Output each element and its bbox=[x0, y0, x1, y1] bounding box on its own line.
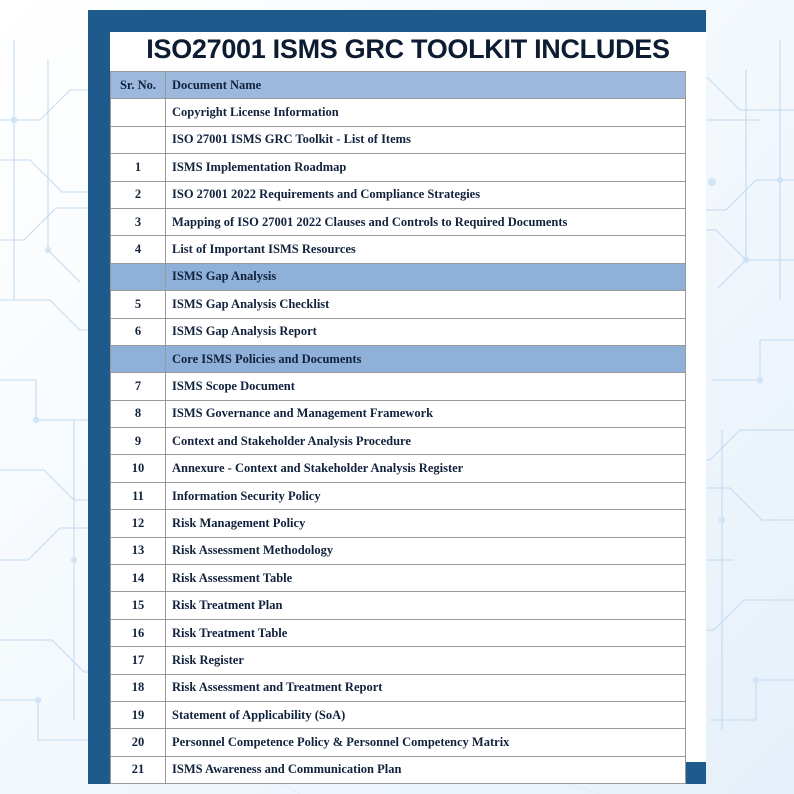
cell-document-name: Annexure - Context and Stakeholder Analysis Register bbox=[166, 455, 686, 482]
cell-document-name: ISO 27001 2022 Requirements and Compliance Strategies bbox=[166, 181, 686, 208]
cell-sr-no: 10 bbox=[111, 455, 166, 482]
table-row bbox=[111, 619, 686, 646]
table-row bbox=[111, 455, 686, 482]
table-row bbox=[111, 537, 686, 564]
cell-document-name: Personnel Competence Policy & Personnel Competency Matrix bbox=[166, 729, 686, 756]
cell-sr-no: 9 bbox=[111, 428, 166, 455]
table-row bbox=[111, 373, 686, 400]
cell-document-name: ISMS Implementation Roadmap bbox=[166, 154, 686, 181]
cell-document-name: Core ISMS Policies and Documents bbox=[166, 345, 686, 372]
cell-sr-no bbox=[111, 99, 166, 126]
cell-document-name: ISO 27001 ISMS GRC Toolkit - List of Items bbox=[166, 126, 686, 153]
cell-document-name: Risk Assessment Methodology bbox=[166, 537, 686, 564]
cell-document-name: Risk Register bbox=[166, 647, 686, 674]
cell-document-name: List of Important ISMS Resources bbox=[166, 236, 686, 263]
table-row bbox=[111, 126, 686, 153]
table-row bbox=[111, 729, 686, 756]
table-row bbox=[111, 756, 686, 783]
table-row bbox=[111, 565, 686, 592]
cell-sr-no bbox=[111, 345, 166, 372]
table-row bbox=[111, 647, 686, 674]
cell-sr-no: 19 bbox=[111, 701, 166, 728]
cell-document-name: ISMS Governance and Management Framework bbox=[166, 400, 686, 427]
cell-document-name: Copyright License Information bbox=[166, 99, 686, 126]
cell-sr-no: 7 bbox=[111, 373, 166, 400]
cell-document-name: Context and Stakeholder Analysis Procedure bbox=[166, 428, 686, 455]
cell-document-name: ISMS Awareness and Communication Plan bbox=[166, 756, 686, 783]
cell-sr-no: 13 bbox=[111, 537, 166, 564]
table-row bbox=[111, 291, 686, 318]
cell-document-name: ISMS Gap Analysis bbox=[166, 263, 686, 290]
cell-sr-no: 21 bbox=[111, 756, 166, 783]
table-row bbox=[111, 154, 686, 181]
table-row bbox=[111, 428, 686, 455]
table-header-row bbox=[111, 72, 686, 99]
cell-document-name: Statement of Applicability (SoA) bbox=[166, 701, 686, 728]
cell-document-name: Risk Treatment Table bbox=[166, 619, 686, 646]
cell-document-name: Information Security Policy bbox=[166, 482, 686, 509]
cell-sr-no: 14 bbox=[111, 565, 166, 592]
cell-document-name: Risk Assessment Table bbox=[166, 565, 686, 592]
table-row bbox=[111, 482, 686, 509]
table-row bbox=[111, 318, 686, 345]
table-row bbox=[111, 510, 686, 537]
cell-document-name: Mapping of ISO 27001 2022 Clauses and Controls to Required Documents bbox=[166, 208, 686, 235]
cell-sr-no: 4 bbox=[111, 236, 166, 263]
cell-sr-no: 11 bbox=[111, 482, 166, 509]
cell-document-name: ISMS Gap Analysis Checklist bbox=[166, 291, 686, 318]
table-row bbox=[111, 236, 686, 263]
table-section-row bbox=[111, 263, 686, 290]
column-header-sr-no: Sr. No. bbox=[111, 72, 166, 99]
cell-sr-no: 1 bbox=[111, 154, 166, 181]
document-list-table-wrapper bbox=[110, 71, 686, 784]
cell-sr-no: 2 bbox=[111, 181, 166, 208]
document-list-table bbox=[110, 71, 686, 784]
cell-sr-no: 18 bbox=[111, 674, 166, 701]
table-row bbox=[111, 181, 686, 208]
cell-document-name: ISMS Scope Document bbox=[166, 373, 686, 400]
page-title: ISO27001 ISMS GRC TOOLKIT INCLUDES bbox=[146, 34, 670, 64]
cell-sr-no bbox=[111, 126, 166, 153]
table-row bbox=[111, 674, 686, 701]
cell-document-name: ISMS Gap Analysis Report bbox=[166, 318, 686, 345]
left-accent-bar bbox=[88, 10, 110, 784]
table-row bbox=[111, 99, 686, 126]
cell-document-name: Risk Treatment Plan bbox=[166, 592, 686, 619]
table-row bbox=[111, 592, 686, 619]
cell-document-name: Risk Assessment and Treatment Report bbox=[166, 674, 686, 701]
top-accent-bar bbox=[88, 10, 706, 32]
cell-sr-no: 12 bbox=[111, 510, 166, 537]
cell-sr-no: 15 bbox=[111, 592, 166, 619]
cell-sr-no bbox=[111, 263, 166, 290]
column-header-document-name: Document Name bbox=[166, 72, 686, 99]
cell-sr-no: 16 bbox=[111, 619, 166, 646]
cell-sr-no: 6 bbox=[111, 318, 166, 345]
cell-sr-no: 17 bbox=[111, 647, 166, 674]
cell-document-name: Risk Management Policy bbox=[166, 510, 686, 537]
table-row bbox=[111, 208, 686, 235]
cell-sr-no: 3 bbox=[111, 208, 166, 235]
table-section-row bbox=[111, 345, 686, 372]
table-row bbox=[111, 400, 686, 427]
table-row bbox=[111, 701, 686, 728]
cell-sr-no: 20 bbox=[111, 729, 166, 756]
cell-sr-no: 5 bbox=[111, 291, 166, 318]
cell-sr-no: 8 bbox=[111, 400, 166, 427]
